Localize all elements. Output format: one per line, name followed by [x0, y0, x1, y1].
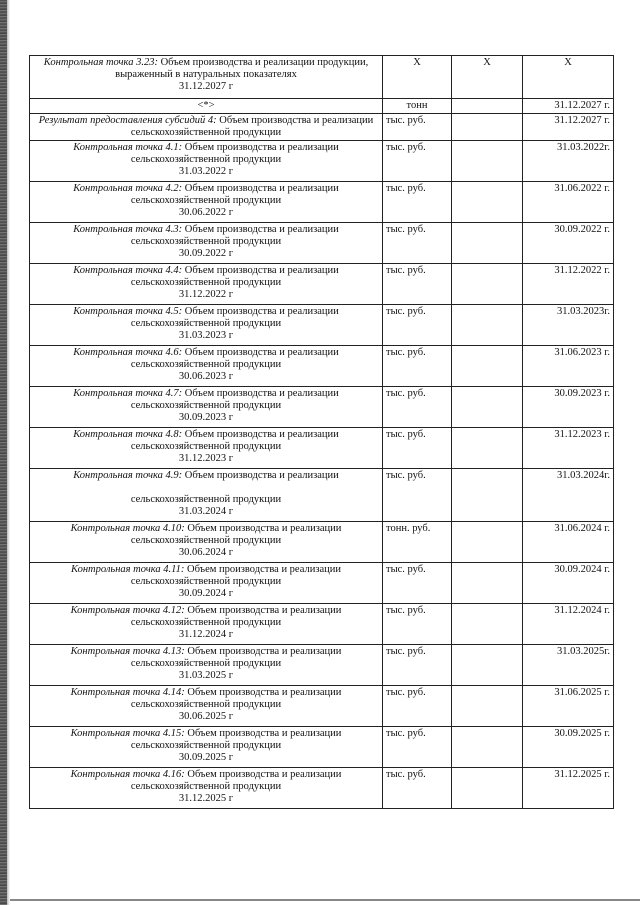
- date-cell: 31.12.2022 г.: [523, 264, 614, 305]
- checkpoint-label: Контрольная точка 4.2:: [73, 183, 183, 194]
- checkpoint-text: Объем производства и реализации сельскохозяйственной продукции: [130, 388, 339, 411]
- checkpoint-date: 30.06.2025 г: [178, 711, 234, 722]
- table-row: [30, 522, 614, 563]
- checkpoint-label: Контрольная точка 4.7:: [73, 388, 183, 399]
- description-cell: [30, 182, 383, 223]
- description-cell: [30, 727, 383, 768]
- checkpoint-text: Объем производства и реализации сельскохозяйственной продукции: [130, 687, 342, 710]
- unit-cell: тыс. руб.: [383, 182, 452, 223]
- table-row: [30, 264, 614, 305]
- checkpoint-text: Объем производства и реализации сельскохозяйственной продукции: [130, 769, 342, 792]
- date-cell: 31.12.2027 г.: [523, 114, 614, 141]
- date-cell: 31.12.2024 г.: [523, 604, 614, 645]
- date-cell: 31.06.2022 г.: [523, 182, 614, 223]
- value-cell: [452, 223, 523, 264]
- value-cell: X: [452, 56, 523, 99]
- result-label: Результат предоставления субсидий 4:: [38, 115, 217, 126]
- checkpoint-label: Контрольная точка 4.14:: [70, 687, 185, 698]
- checkpoint-text: Объем производства и реализации сельскохозяйственной продукции: [130, 564, 341, 587]
- checkpoint-text: Объем производства и реализации сельскохозяйственной продукции: [130, 728, 342, 751]
- date-cell: 31.06.2025 г.: [523, 686, 614, 727]
- value-cell: [452, 264, 523, 305]
- checkpoint-label: Контрольная точка 4.4:: [73, 265, 183, 276]
- checkpoint-text: Объем производства и реализации сельскохозяйственной продукции: [130, 646, 342, 669]
- value-cell: [452, 99, 523, 114]
- value-cell: [452, 305, 523, 346]
- value-cell: [452, 428, 523, 469]
- checkpoint-label: Контрольная точка 4.8:: [73, 429, 183, 440]
- table-row: [30, 305, 614, 346]
- description-cell: [30, 114, 383, 141]
- unit-cell: тыс. руб.: [383, 264, 452, 305]
- checkpoint-date: 31.12.2025 г: [178, 793, 234, 804]
- table-row: [30, 469, 614, 522]
- checkpoint-text: Объем производства и реализации сельскохозяйственной продукции: [130, 265, 339, 288]
- unit-cell: тонн: [383, 99, 452, 114]
- checkpoint-label: Контрольная точка 4.6:: [73, 347, 183, 358]
- value-cell: [452, 469, 523, 522]
- unit-cell: тыс. руб.: [383, 768, 452, 809]
- checkpoint-date: 31.03.2025 г: [178, 670, 234, 681]
- description-cell: [30, 346, 383, 387]
- value-cell: [452, 114, 523, 141]
- checkpoint-label: Контрольная точка 4.5:: [73, 306, 183, 317]
- date-cell: 31.12.2027 г.: [523, 99, 614, 114]
- description-cell: [30, 645, 383, 686]
- unit-cell: X: [383, 56, 452, 99]
- description-cell: [30, 768, 383, 809]
- value-cell: [452, 346, 523, 387]
- description-cell: [30, 387, 383, 428]
- unit-cell: тыс. руб.: [383, 645, 452, 686]
- checkpoint-date: 30.09.2025 г: [178, 752, 234, 763]
- table-row: [30, 604, 614, 645]
- checkpoint-label: Контрольная точка 3.23:: [43, 57, 158, 68]
- checkpoint-date: 31.12.2024 г: [178, 629, 234, 640]
- checkpoint-date: 30.06.2022 г: [178, 207, 234, 218]
- checkpoint-text: Объем производства и реализации сельскохозяйственной продукции: [130, 605, 342, 628]
- checkpoint-date: 31.03.2024 г: [178, 506, 234, 517]
- scan-edge: [0, 0, 7, 905]
- table-row: [30, 114, 614, 141]
- date-cell: X: [523, 56, 614, 99]
- footnote-marker: <*>: [197, 100, 215, 111]
- unit-cell: тыс. руб.: [383, 727, 452, 768]
- checkpoint-date: 30.09.2024 г: [178, 588, 234, 599]
- table-row: [30, 563, 614, 604]
- value-cell: [452, 182, 523, 223]
- description-cell: [30, 469, 383, 522]
- date-cell: 30.09.2025 г.: [523, 727, 614, 768]
- description-cell: [30, 604, 383, 645]
- date-cell: 30.09.2022 г.: [523, 223, 614, 264]
- checkpoint-text: Объем производства и реализации сельскохозяйственной продукции: [130, 429, 339, 452]
- unit-cell: тыс. руб.: [383, 469, 452, 522]
- table-row: [30, 428, 614, 469]
- description-cell: [30, 264, 383, 305]
- value-cell: [452, 563, 523, 604]
- checkpoint-date: 30.09.2023 г: [178, 412, 234, 423]
- scan-edge-shadow: [7, 0, 10, 905]
- checkpoint-label: Контрольная точка 4.10:: [70, 523, 185, 534]
- date-cell: 31.03.2023г.: [523, 305, 614, 346]
- checkpoint-label: Контрольная точка 4.9:: [73, 470, 183, 481]
- checkpoint-date: 31.03.2023 г: [178, 330, 234, 341]
- checkpoint-date: 30.06.2024 г: [178, 547, 234, 558]
- date-cell: 30.09.2024 г.: [523, 563, 614, 604]
- date-cell: 31.06.2023 г.: [523, 346, 614, 387]
- checkpoint-text: Объем производства и реализации сельскохозяйственной продукции: [130, 306, 339, 329]
- value-cell: [452, 522, 523, 563]
- table-row: [30, 686, 614, 727]
- unit-cell: тыс. руб.: [383, 604, 452, 645]
- table-row: [30, 99, 614, 114]
- table-row: [30, 141, 614, 182]
- value-cell: [452, 768, 523, 809]
- unit-cell: тыс. руб.: [383, 387, 452, 428]
- checkpoint-date: 31.03.2022 г: [178, 166, 234, 177]
- checkpoint-date: 31.12.2023 г: [178, 453, 234, 464]
- unit-cell: тыс. руб.: [383, 346, 452, 387]
- unit-cell: тыс. руб.: [383, 686, 452, 727]
- checkpoint-label: Контрольная точка 4.12:: [70, 605, 185, 616]
- table-row: [30, 56, 614, 99]
- description-cell: [30, 99, 383, 114]
- unit-cell: тыс. руб.: [383, 141, 452, 182]
- result-text: Объем производства и реализации сельскохозяйственной продукции: [130, 115, 374, 138]
- table-row: [30, 645, 614, 686]
- checkpoint-label: Контрольная точка 4.13:: [70, 646, 185, 657]
- date-cell: 31.03.2025г.: [523, 645, 614, 686]
- date-cell: 31.12.2025 г.: [523, 768, 614, 809]
- unit-cell: тонн. руб.: [383, 522, 452, 563]
- unit-cell: тыс. руб.: [383, 114, 452, 141]
- date-cell: 31.06.2024 г.: [523, 522, 614, 563]
- table-row: [30, 768, 614, 809]
- checkpoint-date: 31.12.2027 г: [178, 81, 234, 92]
- value-cell: [452, 387, 523, 428]
- checkpoint-date: 30.09.2022 г: [178, 248, 234, 259]
- checkpoint-label: Контрольная точка 4.11:: [71, 564, 185, 575]
- page-bottom-edge: [10, 899, 640, 901]
- table-row: [30, 182, 614, 223]
- date-cell: 31.03.2022г.: [523, 141, 614, 182]
- unit-cell: тыс. руб.: [383, 563, 452, 604]
- checkpoint-text: Объем производства и реализации сельскохозяйственной продукции: [130, 523, 342, 546]
- description-cell: [30, 56, 383, 99]
- value-cell: [452, 686, 523, 727]
- date-cell: 31.03.2024г.: [523, 469, 614, 522]
- checkpoint-label: Контрольная точка 4.1:: [73, 142, 183, 153]
- checkpoint-label: Контрольная точка 4.16:: [70, 769, 185, 780]
- table-row: [30, 346, 614, 387]
- date-cell: 30.09.2023 г.: [523, 387, 614, 428]
- description-cell: [30, 686, 383, 727]
- indicators-table: [29, 55, 614, 809]
- checkpoint-text-cont: сельскохозяйственной продукции: [130, 494, 282, 505]
- checkpoint-text: Объем производства и реализации: [184, 470, 339, 481]
- date-cell: 31.12.2023 г.: [523, 428, 614, 469]
- table-row: [30, 727, 614, 768]
- value-cell: [452, 141, 523, 182]
- value-cell: [452, 604, 523, 645]
- description-cell: [30, 305, 383, 346]
- table-row: [30, 223, 614, 264]
- checkpoint-date: 30.06.2023 г: [178, 371, 234, 382]
- checkpoint-text: Объем производства и реализации сельскохозяйственной продукции: [130, 183, 339, 206]
- value-cell: [452, 727, 523, 768]
- checkpoint-label: Контрольная точка 4.15:: [70, 728, 185, 739]
- unit-cell: тыс. руб.: [383, 223, 452, 264]
- value-cell: [452, 645, 523, 686]
- checkpoint-date: 31.12.2022 г: [178, 289, 234, 300]
- description-cell: [30, 522, 383, 563]
- description-cell: [30, 563, 383, 604]
- checkpoint-text: Объем производства и реализации сельскохозяйственной продукции: [130, 347, 339, 370]
- checkpoint-text: Объем производства и реализации сельскохозяйственной продукции: [130, 142, 339, 165]
- description-cell: [30, 428, 383, 469]
- checkpoint-text: Объем производства и реализации продукции, выраженный в натуральных показателях: [115, 57, 369, 80]
- table-row: [30, 387, 614, 428]
- description-cell: [30, 141, 383, 182]
- unit-cell: тыс. руб.: [383, 428, 452, 469]
- checkpoint-label: Контрольная точка 4.3:: [73, 224, 183, 235]
- checkpoint-text: Объем производства и реализации сельскохозяйственной продукции: [130, 224, 339, 247]
- description-cell: [30, 223, 383, 264]
- unit-cell: тыс. руб.: [383, 305, 452, 346]
